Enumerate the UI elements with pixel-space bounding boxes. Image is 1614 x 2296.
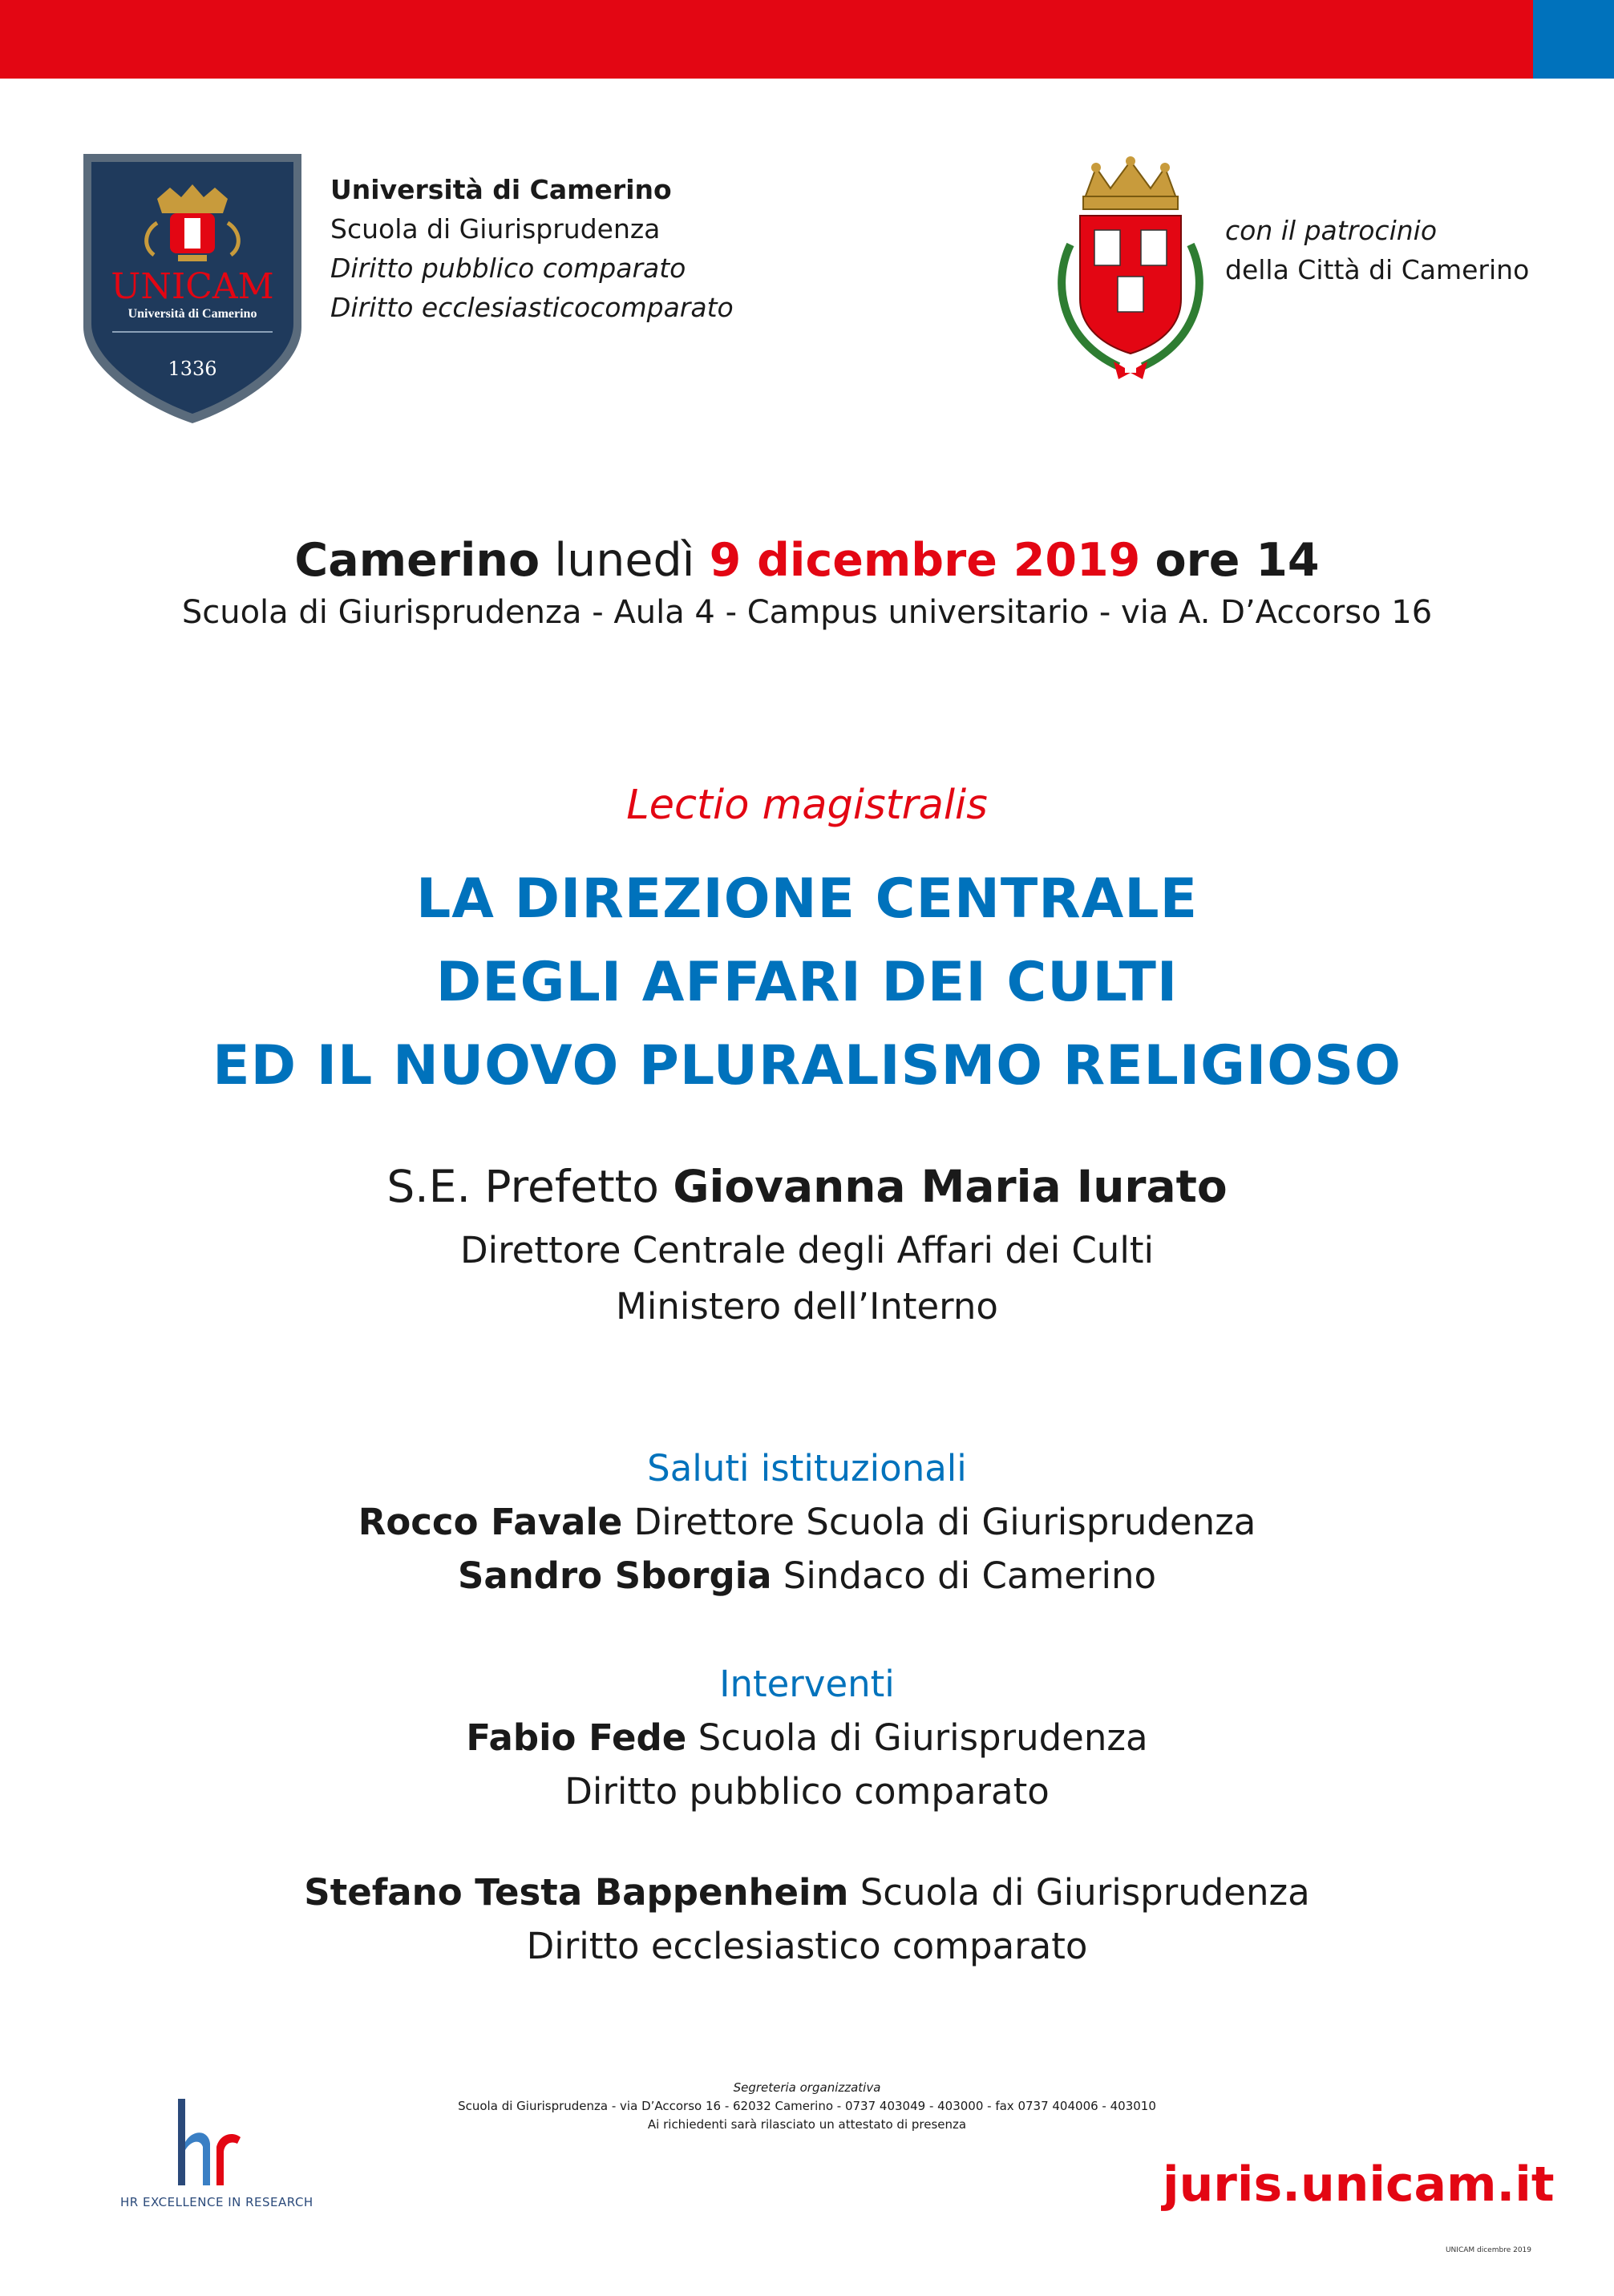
title-line-2: DEGLI AFFARI DEI CULTI	[435, 951, 1179, 1014]
intervention-dept: Diritto ecclesiastico comparato	[526, 1925, 1088, 1967]
top-red-band	[0, 0, 1533, 79]
patronage-line-1: con il patrocinio	[1225, 215, 1438, 246]
camerino-crest-logo	[1046, 156, 1215, 381]
lecture-title	[0, 858, 1614, 1108]
greeting-role: Sindaco di Camerino	[783, 1554, 1157, 1597]
speaker-line	[0, 1161, 1614, 1212]
print-note: UNICAM dicembre 2019	[1445, 2246, 1531, 2254]
event-venue: Scuola di Giurisprudenza - Aula 4 - Campus universitario - via A. D’Accorso 16	[181, 594, 1433, 631]
intervention-dept: Diritto pubblico comparato	[564, 1770, 1050, 1813]
certificate-note: Ai richiedenti sarà rilasciato un attestato di presenza	[647, 2117, 967, 2132]
greeting-name: Rocco Favale	[358, 1501, 623, 1543]
event-date: 9 dicembre 2019	[709, 534, 1141, 587]
intervention-role: Scuola di Giurisprudenza	[698, 1716, 1148, 1759]
greeting-item	[0, 1549, 1614, 1603]
intervention-name: Stefano Testa Bappenheim	[304, 1871, 849, 1914]
department-2: Diritto ecclesiasticocomparato	[330, 292, 734, 323]
hr-icon	[178, 2099, 241, 2185]
event-time: ore 14	[1155, 534, 1320, 587]
university-block	[330, 170, 734, 327]
speaker-role	[0, 1223, 1614, 1335]
intervention-role: Scuola di Giurisprudenza	[860, 1871, 1310, 1914]
intervention-item	[0, 1711, 1614, 1764]
title-line-3: ED IL NUOVO PLURALISMO RELIGIOSO	[212, 1034, 1402, 1097]
secretariat-label: Segreteria organizzativa	[733, 2080, 881, 2095]
greeting-role: Direttore Scuola di Giurisprudenza	[633, 1501, 1256, 1543]
unicam-shield-logo	[80, 151, 305, 426]
shield-subtitle: Università di Camerino	[127, 307, 257, 321]
title-line-1: LA DIREZIONE CENTRALE	[415, 867, 1199, 931]
shield-year: 1336	[168, 358, 217, 380]
top-blue-band	[1533, 0, 1614, 79]
greeting-name: Sandro Sborgia	[457, 1554, 772, 1597]
greetings-heading: Saluti istituzionali	[647, 1447, 967, 1490]
hr-excellence-logo	[120, 2094, 281, 2190]
intervention-item	[0, 1866, 1614, 1919]
speaker-role-1: Direttore Centrale degli Affari dei Culti	[460, 1229, 1154, 1271]
patronage-line-2: della Città di Camerino	[1225, 254, 1530, 285]
hr-caption: HR EXCELLENCE IN RESEARCH	[120, 2195, 313, 2209]
intervention-name: Fabio Fede	[466, 1716, 687, 1759]
interventions-section-2	[0, 1866, 1614, 1973]
school-name: Scuola di Giurisprudenza	[330, 213, 661, 245]
website-link[interactable]: juris.unicam.it	[1163, 2157, 1555, 2213]
greetings-section	[0, 1441, 1614, 1603]
interventions-heading: Interventi	[719, 1663, 895, 1705]
speaker-role-2: Ministero dell’Interno	[616, 1285, 998, 1328]
event-day: lunedì	[554, 534, 695, 587]
department-1: Diritto pubblico comparato	[330, 253, 686, 284]
greeting-item	[0, 1495, 1614, 1549]
university-name: Università di Camerino	[330, 174, 672, 205]
interventions-section	[0, 1657, 1614, 1818]
lecture-kind: Lectio magistralis	[626, 782, 988, 829]
shield-text: UNICAM	[111, 266, 274, 307]
event-city: Camerino	[294, 534, 540, 587]
event-date-line	[0, 534, 1614, 587]
speaker-name: Giovanna Maria Iurato	[673, 1161, 1228, 1212]
patronage-block	[1225, 211, 1529, 289]
secretariat-address: Scuola di Giurisprudenza - via D’Accorso 16 - 62032 Camerino - 0737 403049 - 403000 - fax 0737 404006 - 403010	[458, 2099, 1156, 2113]
speaker-prefix: S.E. Prefetto	[386, 1161, 659, 1212]
